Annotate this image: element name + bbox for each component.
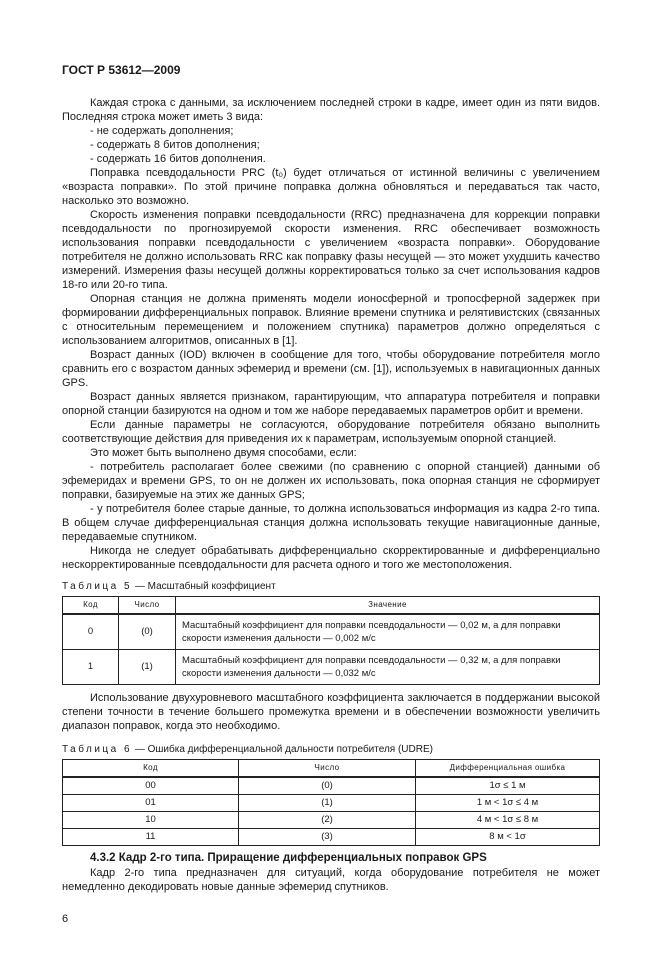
table6-header-number: Число — [239, 760, 416, 778]
table5-header-number: Число — [119, 597, 176, 615]
cell-number: (3) — [239, 829, 416, 846]
cell-code: 01 — [63, 795, 239, 812]
table-row — [63, 829, 600, 846]
table5-header-value: Значение — [176, 597, 600, 615]
document-header: ГОСТ Р 53612—2009 — [62, 63, 181, 77]
body-text — [62, 96, 600, 572]
paragraph: Скорость изменения поправки псевдодальности (RRC) предназначена для коррекции поправки псевдодальности по прогнозируемой скорости изменения. RRC обеспечивает возможность использования поправки псевдодальности с увеличением «возраста поправки». Оборудование потребителя не должно использовать RRC как поправку фазы несущей — это может ухудшить качество измерений. Измерения фазы несущей должны корректироваться только за счет использования кадров 18-го или 20-го типа. — [62, 209, 600, 291]
table6-label: Таблица 6 — [62, 744, 133, 755]
cell-code: 00 — [63, 777, 239, 795]
cell-value: Масштабный коэффициент для поправки псевдодальности — 0,32 м, а для поправки скорости изменения дальности — 0,032 м/с — [176, 650, 600, 685]
table6-header-error: Дифференциальная ошибка — [416, 760, 600, 778]
cell-code: 0 — [63, 614, 119, 650]
section-heading: 4.3.2 Кадр 2-го типа. Приращение дифференциальных поправок GPS — [90, 852, 487, 864]
table5-header-code: Код — [63, 597, 119, 615]
list-item: - содержать 16 битов дополнения. — [90, 153, 266, 165]
paragraph: Поправка псевдодальности PRC (t₀) будет отличаться от истинной величины с увеличением «возраста поправки». По этой причине поправка должна обновляться и передаваться так часто, насколько это возможно. — [62, 167, 600, 207]
table-row — [63, 795, 600, 812]
table6-caption — [62, 743, 600, 756]
table6-title: — Ошибка дифференциальной дальности потребителя (UDRE) — [134, 744, 433, 755]
cell-error: 4 м < 1σ ≤ 8 м — [416, 812, 600, 829]
section-4-3-2 — [62, 851, 600, 894]
table5-label: Таблица 5 — [62, 581, 133, 592]
paragraph: Никогда не следует обрабатывать дифференциально скорректированные и дифференциально нескорректированные псевдодальности для расчета одного и того же местоположения. — [62, 545, 600, 571]
paragraph: Опорная станция не должна применять модели ионосферной и тропосферной задержек при формировании дифференциальных поправок. Влияние времени спутника и релятивистских (связанных с относительным перемещением и положением спутника) параметров должно определяться с использованием алгоритмов, описанных в [1]. — [62, 293, 600, 347]
cell-number: (0) — [119, 614, 176, 650]
table5-title: — Масштабный коэффициент — [134, 581, 276, 592]
table6 — [62, 759, 600, 846]
paragraph: Возраст данных является признаком, гарантирующим, что аппаратура потребителя и поправки опорной станции базируются на одном и том же наборе передаваемых параметров орбит и времени. — [62, 391, 600, 417]
paragraph: Каждая строка с данными, за исключением последней строки в кадре, имеет один из пяти видов. Последняя строка может иметь 3 вида: — [62, 97, 600, 123]
list-item: - у потребителя более старые данные, то должна использоваться информация из кадра 2-го типа. В общем случае дифференциальная станция должна использовать текущие навигационные данные, передаваемые спутником. — [62, 503, 600, 543]
cell-code: 10 — [63, 812, 239, 829]
paragraph: Использование двухуровневого масштабного коэффициента заключается в поддержании высокой степени точности в течение большего промежутка времени и в обеспечении возможности увеличить диапазон поправок, когда это необходимо. — [62, 692, 600, 732]
cell-code: 11 — [63, 829, 239, 846]
cell-number: (1) — [119, 650, 176, 685]
paragraph: Если данные параметры не согласуются, оборудование потребителя обязано выполнить соответствующие действия для приведения их к параметрам, используемым опорной станцией. — [62, 419, 600, 445]
cell-error: 1 м < 1σ ≤ 4 м — [416, 795, 600, 812]
cell-number: (1) — [239, 795, 416, 812]
list-item: - не содержать дополнения; — [90, 125, 234, 137]
list-item: - содержать 8 битов дополнения; — [90, 139, 260, 151]
paragraph: Кадр 2-го типа предназначен для ситуаций, когда оборудование потребителя не может немедленно декодировать новые данные эфемерид спутников. — [62, 867, 600, 893]
body-text-2 — [62, 691, 600, 733]
cell-error: 8 м < 1σ — [416, 829, 600, 846]
table6-header-code: Код — [63, 760, 239, 778]
list-item: - потребитель располагает более свежими (по сравнению с опорной станцией) данными об эфемеридах и времени GPS, то он не должен их использовать, пока опорная станция не сформирует поправки, базируемые на этих же данных GPS; — [62, 461, 600, 501]
table5-caption — [62, 580, 600, 593]
table-row — [63, 777, 600, 795]
page-number: 6 — [62, 913, 69, 925]
table-row — [63, 614, 600, 650]
table5 — [62, 596, 600, 685]
cell-number: (0) — [239, 777, 416, 795]
cell-value: Масштабный коэффициент для поправки псевдодальности — 0,02 м, а для поправки скорости изменения дальности — 0,002 м/с — [176, 614, 600, 650]
paragraph: Возраст данных (IOD) включен в сообщение для того, чтобы оборудование потребителя могло сравнить его с возрастом данных эфемерид и времени (см. [1]), используемых в навигационных данных GPS. — [62, 349, 600, 389]
table-row — [63, 650, 600, 685]
table-row — [63, 812, 600, 829]
cell-code: 1 — [63, 650, 119, 685]
cell-error: 1σ ≤ 1 м — [416, 777, 600, 795]
cell-number: (2) — [239, 812, 416, 829]
paragraph: Это может быть выполнено двумя способами, если: — [90, 447, 357, 459]
